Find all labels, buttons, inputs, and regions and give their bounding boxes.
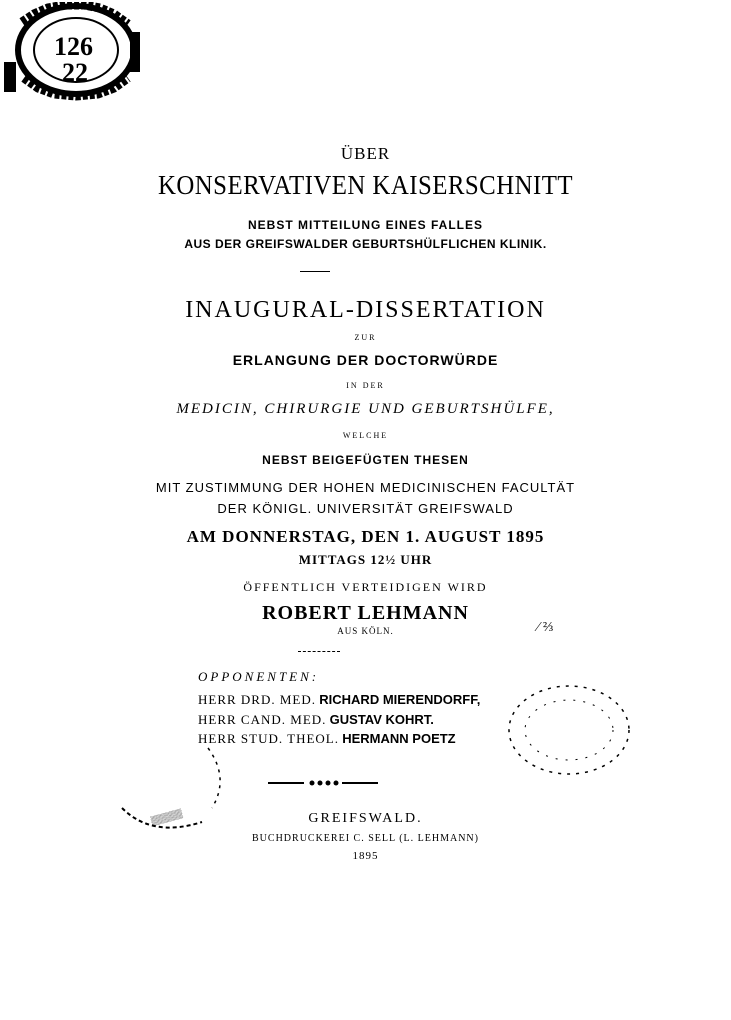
opponent-3-name: HERMANN POETZ xyxy=(342,731,456,746)
text-zustimmung: MIT ZUSTIMMUNG DER HOHEN MEDICINISCHEN FACULTÄT xyxy=(155,480,576,495)
imprint-year: 1895 xyxy=(352,850,379,862)
text-welche: WELCHE xyxy=(342,431,389,440)
opponent-2-prefix: HERR CAND. MED. xyxy=(198,712,327,727)
divider-dashed xyxy=(298,651,340,652)
faint-oval-stamp xyxy=(505,680,633,780)
opponent-3-prefix: HERR STUD. THEOL. xyxy=(198,731,339,746)
text-erlangung: ERLANGUNG DER DOCTORWÜRDE xyxy=(232,352,499,368)
text-zur: ZUR xyxy=(354,333,377,342)
opponent-1-prefix: HERR DRD. MED. xyxy=(198,692,317,707)
text-in-der: IN DER xyxy=(346,381,385,390)
opponent-2 xyxy=(198,713,434,726)
divider-short xyxy=(300,271,330,272)
text-time: MITTAGS 12½ UHR xyxy=(298,552,433,567)
subtitle-1: NEBST MITTEILUNG EINES FALLES xyxy=(247,218,483,232)
library-stamp xyxy=(4,2,140,102)
stamp-number-bottom: 22 xyxy=(62,58,88,87)
opponent-2-name: GUSTAV KOHRT. xyxy=(329,712,434,727)
opponent-3 xyxy=(198,732,456,745)
text-fields: MEDICIN, CHIRURGIE UND GEBURTSHÜLFE, xyxy=(176,401,555,417)
opponents-label: OPPONENTEN: xyxy=(198,669,320,684)
ornament-rule xyxy=(268,778,378,788)
text-verteidigen: ÖFFENTLICH VERTEIDIGEN WIRD xyxy=(243,580,488,594)
text-date: AM DONNERSTAG, DEN 1. AUGUST 1895 xyxy=(186,527,545,546)
imprint-printer: BUCHDRUCKEREI C. SELL (L. LEHMANN) xyxy=(252,833,479,844)
pencil-mark: ⁄ ⅔ xyxy=(537,620,554,635)
text-nebst: NEBST BEIGEFÜGTEN THESEN xyxy=(262,453,469,467)
text-universitat: DER KÖNIGL. UNIVERSITÄT GREIFSWALD xyxy=(217,501,514,516)
title-uber: ÜBER xyxy=(340,144,391,163)
imprint-city: GREIFSWALD. xyxy=(308,811,423,826)
opponent-1 xyxy=(198,693,480,706)
dissertation-heading: INAUGURAL-DISSERTATION xyxy=(185,297,546,323)
opponent-1-name: RICHARD MIERENDORFF, xyxy=(319,692,481,707)
stamp-number-top: 126 xyxy=(54,32,93,61)
text-aus: AUS KÖLN. xyxy=(337,626,394,636)
svg-text:▒▒▒▒▒: ▒▒▒▒▒ xyxy=(149,808,184,826)
subtitle-2: AUS DER GREIFSWALDER GEBURTSHÜLFLICHEN KLINIK. xyxy=(184,237,547,251)
author-name: ROBERT LEHMANN xyxy=(262,602,469,624)
main-title: KONSERVATIVEN KAISERSCHNITT xyxy=(157,170,574,200)
